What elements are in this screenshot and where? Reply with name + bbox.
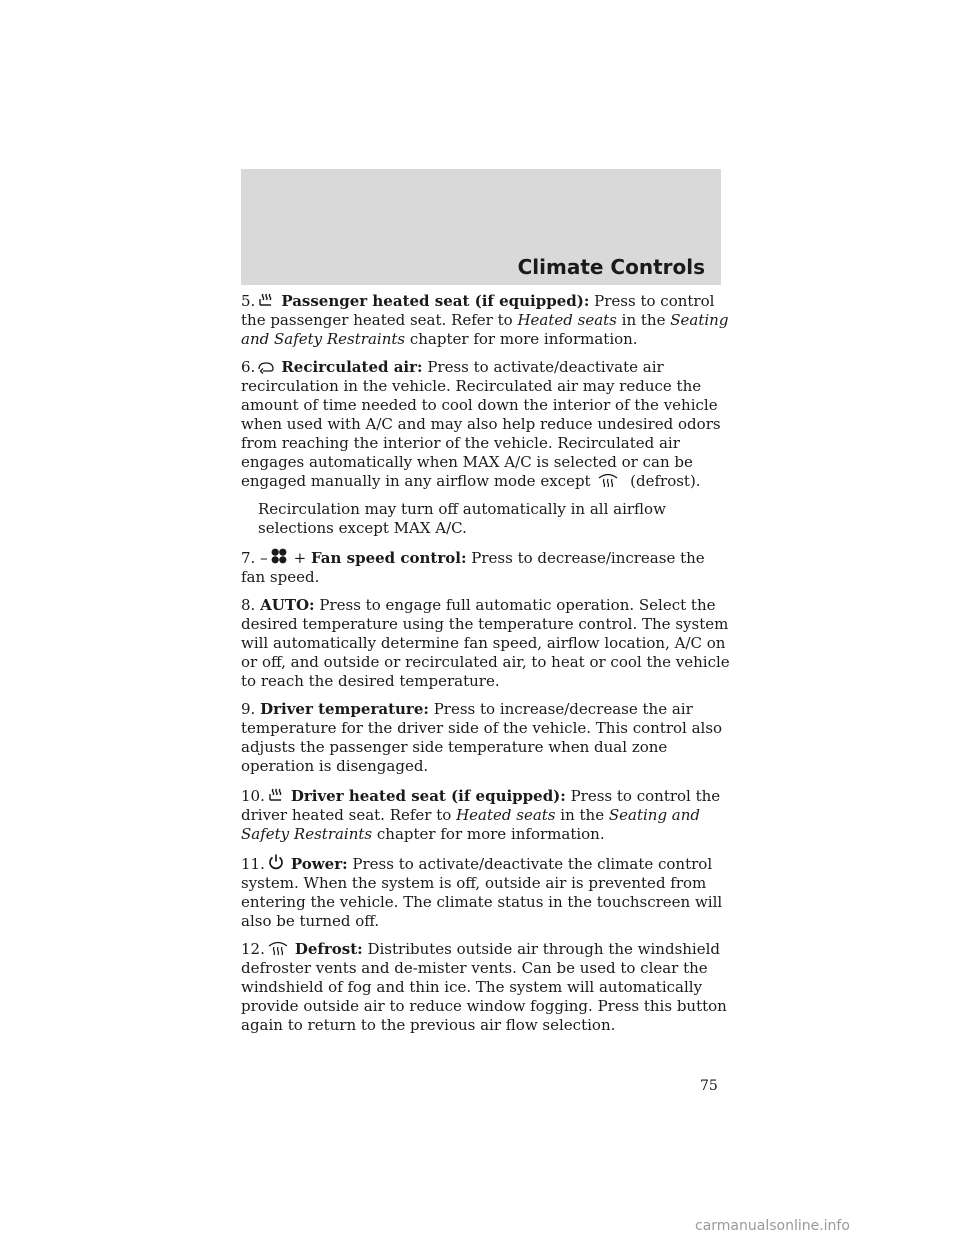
item-text: (defrost). bbox=[630, 472, 701, 490]
cross-reference: Seating and Safety Restraints bbox=[241, 806, 701, 843]
page-number: 75 bbox=[700, 1078, 718, 1094]
list-item bbox=[241, 940, 731, 1035]
item-number: 12. bbox=[241, 940, 265, 958]
power-icon bbox=[267, 853, 285, 871]
item-text: Press to engage full automatic operation. Select the desired temperature using the temperature control. The system will automatically determine fan speed, airflow location, A/C on or off, and outside or recirculated air, to heat or cool the vehicle to reach the desired temperature. bbox=[241, 596, 730, 690]
list-item bbox=[241, 785, 731, 844]
item-number: 7. bbox=[241, 549, 256, 567]
item-title: Driver temperature: bbox=[260, 700, 429, 718]
recirculated-air-icon bbox=[257, 360, 275, 374]
cross-reference: Heated seats bbox=[456, 806, 556, 824]
section-title: Climate Controls bbox=[517, 255, 705, 279]
item-number: 11. bbox=[241, 855, 265, 873]
item-number: 10. bbox=[241, 787, 265, 805]
plus-symbol: + bbox=[293, 549, 307, 567]
item-text: Press to activate/deactivate the climate control system. When the system is off, outside air is prevented from entering the vehicle. The climate status in the touchscreen will also be turned off. bbox=[241, 855, 723, 930]
item-title: Driver heated seat (if equipped): bbox=[290, 787, 566, 805]
item-text: Distributes outside air through the windshield defroster vents and de-mister vents. Can be used to clear the windshield of fog and thin ice. The system will automatically provide outside air to reduce window fogging. Press this button again to return to the previous air flow selection. bbox=[241, 940, 727, 1034]
list-item bbox=[241, 853, 731, 931]
item-number: 6. bbox=[241, 358, 256, 376]
list-item bbox=[241, 358, 731, 491]
item-text: Press to activate/deactivate air recirculation in the vehicle. Recirculated air may reduce the amount of time needed to cool down the interior of the vehicle when used with A/C and may also help reduce undesired odors from reaching the interior of the vehicle. Recirculated air engages automatically when MAX A/C is selected or can be engaged manually in any airflow mode except bbox=[241, 358, 721, 490]
defrost-icon bbox=[597, 472, 619, 488]
defrost-icon bbox=[267, 940, 289, 956]
item-title: Power: bbox=[290, 855, 348, 873]
watermark-text: carmanualsonline.info bbox=[695, 1218, 850, 1234]
item-title: Defrost: bbox=[294, 940, 363, 958]
item-note: Recirculation may turn off automatically in all airflow selections except MAX A/C. bbox=[258, 500, 666, 537]
cross-reference: Heated seats bbox=[517, 311, 617, 329]
cross-reference: Seating and Safety Restraints bbox=[241, 311, 729, 348]
item-text: chapter for more information. bbox=[376, 825, 605, 843]
item-text: Press to control the driver heated seat. Refer to bbox=[241, 787, 721, 824]
list-item bbox=[241, 290, 731, 349]
item-title: Recirculated air: bbox=[281, 358, 423, 376]
item-text: in the bbox=[560, 806, 605, 824]
item-title: AUTO: bbox=[260, 596, 315, 614]
item-text: Press to control the passenger heated seat. Refer to bbox=[241, 292, 715, 329]
item-text: in the bbox=[621, 311, 666, 329]
item-text: Press to decrease/increase the fan speed. bbox=[241, 549, 705, 586]
minus-symbol: – bbox=[260, 549, 268, 567]
heated-seat-icon bbox=[257, 290, 275, 308]
page-content bbox=[241, 290, 731, 1044]
list-item bbox=[241, 700, 731, 776]
section-header-band bbox=[241, 169, 721, 285]
item-number: 9. bbox=[241, 700, 256, 718]
item-title: Fan speed control: bbox=[310, 549, 467, 567]
list-item bbox=[241, 596, 731, 691]
item-text: Press to increase/decrease the air temperature for the driver side of the vehicle. This control also adjusts the passenger side temperature when dual zone operation is disengaged. bbox=[241, 700, 723, 775]
item-text: chapter for more information. bbox=[409, 330, 638, 348]
fan-icon bbox=[270, 547, 288, 565]
item-number: 5. bbox=[241, 292, 256, 310]
heated-seat-icon bbox=[267, 785, 285, 803]
item-number: 8. bbox=[241, 596, 256, 614]
list-item bbox=[241, 547, 731, 587]
item-title: Passenger heated seat (if equipped): bbox=[281, 292, 590, 310]
